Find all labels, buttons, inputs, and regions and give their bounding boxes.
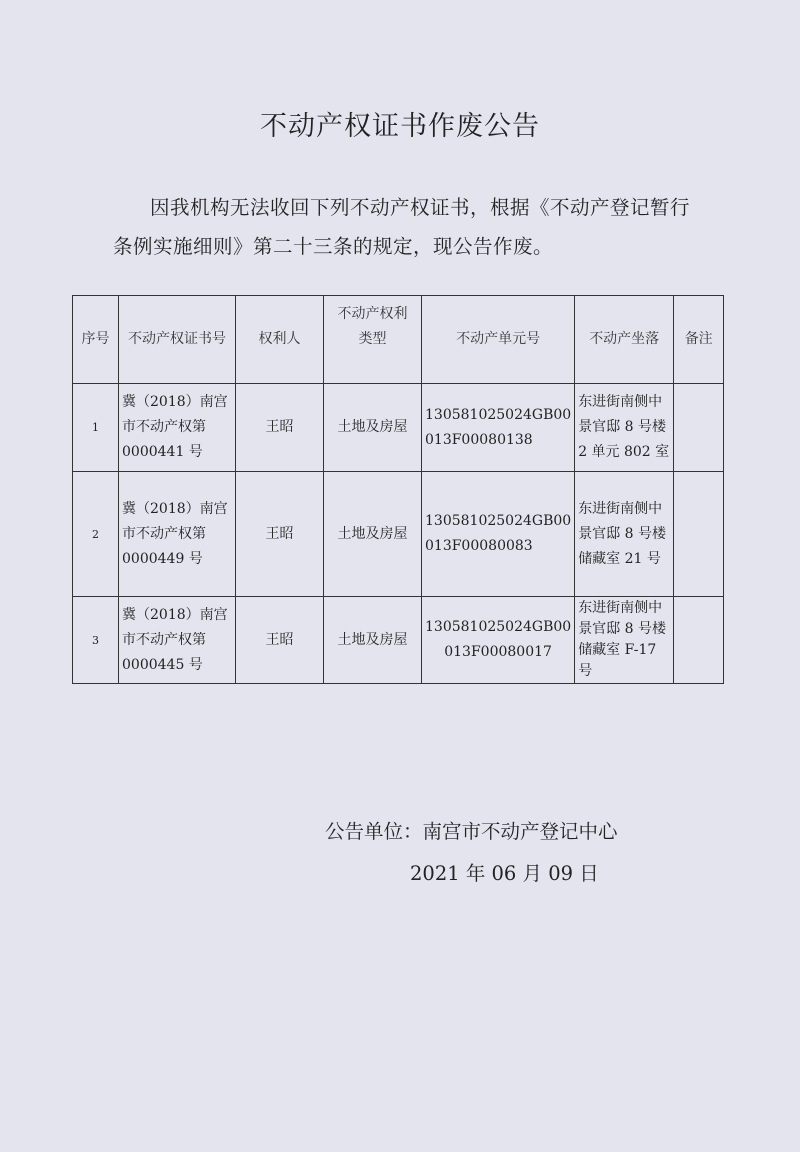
cell-cert: 冀（2018）南宫 市不动产权第 0000445 号: [119, 597, 236, 684]
cell-holder: 王昭: [236, 472, 324, 597]
header-note: 备注: [674, 296, 724, 384]
header-unit: 不动产单元号: [422, 296, 575, 384]
header-no: 序号: [73, 296, 119, 384]
table-row: [73, 597, 724, 684]
cell-cert: 冀（2018）南宫 市不动产权第 0000449 号: [119, 472, 236, 597]
announcement-body: 因我机构无法收回下列不动产权证书，根据《不动产登记暂行条例实施细则》第二十三条的规定，现公告作废。: [113, 196, 691, 258]
cell-type: 土地及房屋: [324, 597, 422, 684]
cell-note: [674, 597, 724, 684]
cell-holder: 王昭: [236, 597, 324, 684]
header-cert: 不动产权证书号: [119, 296, 236, 384]
cell-unit: 130581025024GB00 013F00080083: [422, 472, 575, 597]
cell-location: 东进街南侧中 景官邸 8 号楼 储藏室 F-17 号: [575, 597, 674, 684]
cell-type: 土地及房屋: [324, 472, 422, 597]
issue-date: 2021 年 06 月 09 日: [410, 862, 599, 885]
issuer: 公告单位：南宫市不动产登记中心: [325, 820, 618, 843]
header-location: 不动产坐落: [575, 296, 674, 384]
table-row: [73, 472, 724, 597]
cell-type: 土地及房屋: [324, 384, 422, 472]
cell-cert: 冀（2018）南宫 市不动产权第 0000441 号: [119, 384, 236, 472]
cell-no: 2: [73, 472, 119, 597]
cell-note: [674, 472, 724, 597]
cell-no: 1: [73, 384, 119, 472]
table-header-row: [73, 296, 724, 384]
table-row: [73, 384, 724, 472]
cell-location: 东进街南侧中 景官邸 8 号楼 储藏室 21 号: [575, 472, 674, 597]
certificate-table: [72, 295, 724, 684]
cell-no: 3: [73, 597, 119, 684]
cell-unit: 130581025024GB00 013F00080017: [422, 597, 575, 684]
cell-unit: 130581025024GB00 013F00080138: [422, 384, 575, 472]
cell-location: 东进街南侧中 景官邸 8 号楼 2 单元 802 室: [575, 384, 674, 472]
page-title: 不动产权证书作废公告: [260, 111, 540, 142]
header-type: 不动产权利 类型: [324, 296, 422, 384]
cell-holder: 王昭: [236, 384, 324, 472]
header-holder: 权利人: [236, 296, 324, 384]
cell-note: [674, 384, 724, 472]
